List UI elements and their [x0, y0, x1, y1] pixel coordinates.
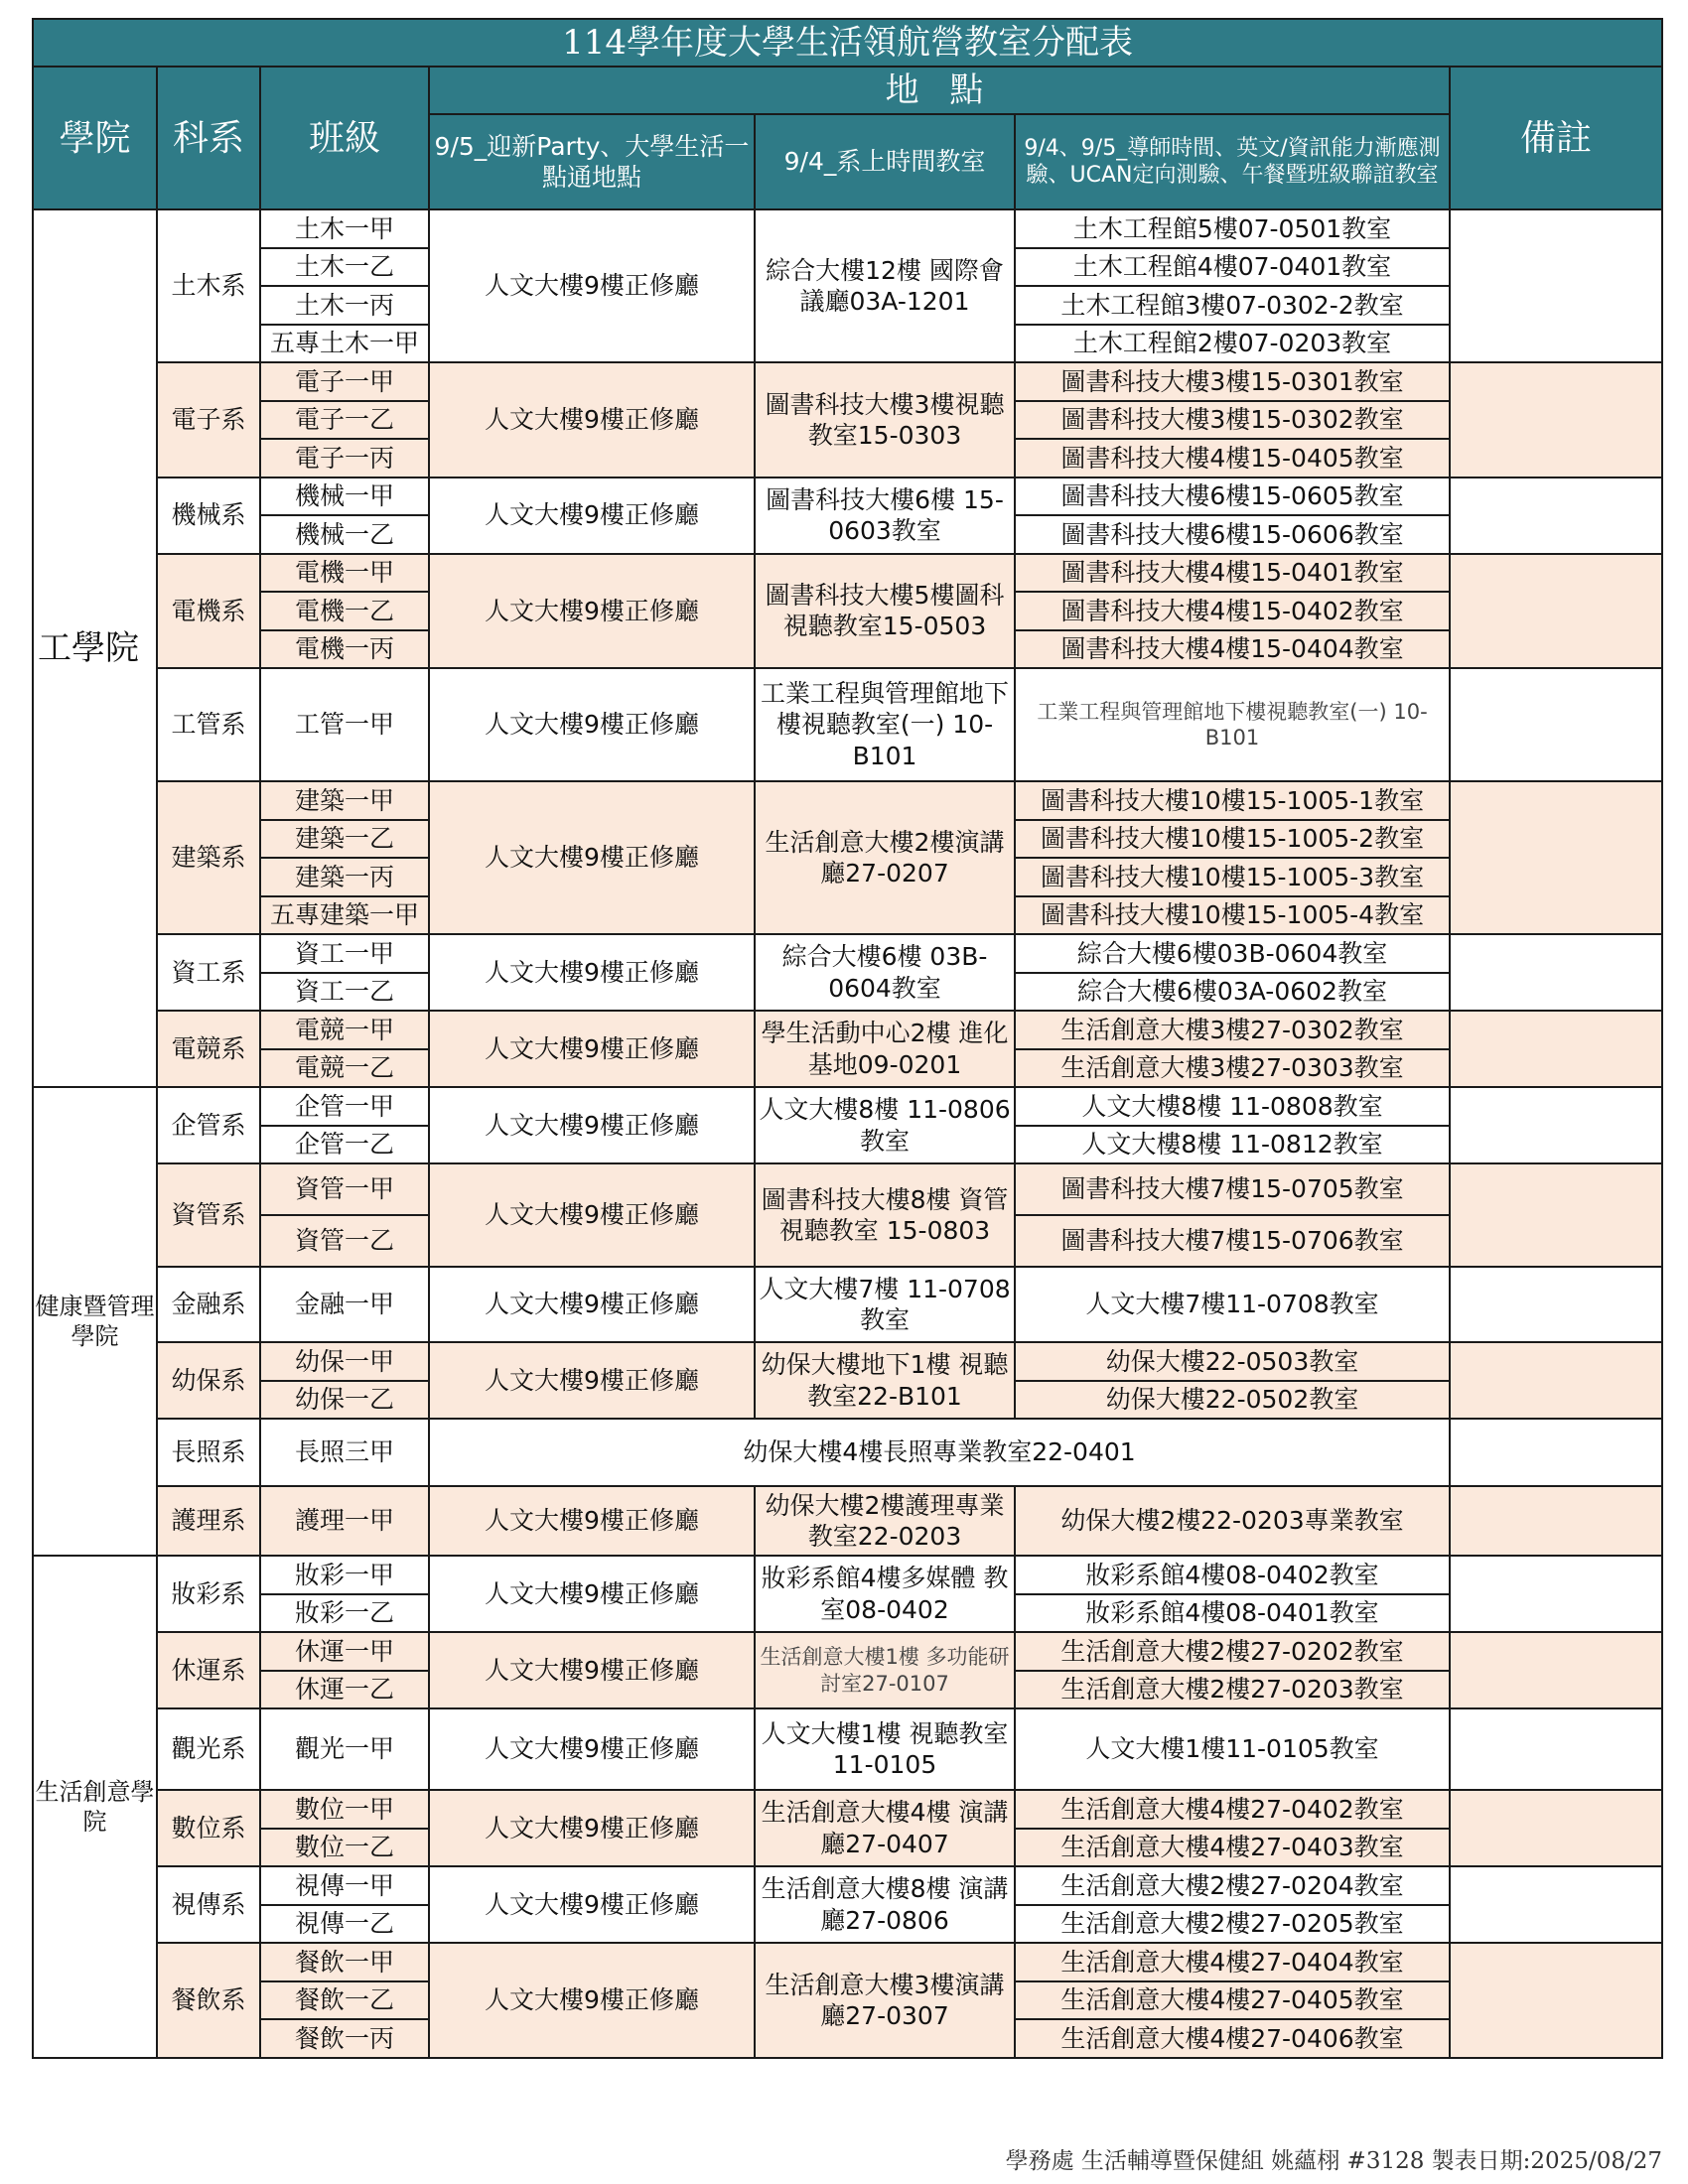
- table-row: [33, 1632, 1662, 1671]
- dept-time-room-cell: 圖書科技大樓8樓 資管視聽教室 15-0803: [755, 1163, 1015, 1267]
- party-location-cell: 人文大樓9樓正修廳: [429, 362, 755, 478]
- dept-cell: 工管系: [157, 668, 260, 781]
- notes-cell: [1450, 1943, 1662, 2058]
- class-cell: 視傳一乙: [260, 1905, 429, 1944]
- notes-cell: [1450, 209, 1662, 362]
- dept-cell: 餐飲系: [157, 1943, 260, 2058]
- party-location-cell: 人文大樓9樓正修廳: [429, 1708, 755, 1790]
- dept-time-room-cell: 學生活動中心2樓 進化基地09-0201: [755, 1011, 1015, 1087]
- allocation-table: [32, 18, 1663, 2059]
- test-room-cell: 生活創意大樓4樓27-0406教室: [1015, 2019, 1450, 2058]
- merged-location-cell: 幼保大樓4樓長照專業教室22-0401: [429, 1419, 1450, 1486]
- class-cell: 土木一甲: [260, 209, 429, 248]
- dept-cell: 機械系: [157, 478, 260, 554]
- college-cell-health: 健康暨管理學院: [33, 1087, 157, 1556]
- notes-cell: [1450, 1267, 1662, 1342]
- dept-cell: 金融系: [157, 1267, 260, 1342]
- notes-cell: [1450, 668, 1662, 781]
- dept-time-room-cell: 圖書科技大樓3樓視聽教室15-0303: [755, 362, 1015, 478]
- dept-time-room-cell: 圖書科技大樓6樓 15-0603教室: [755, 478, 1015, 554]
- table-row: [33, 1556, 1662, 1594]
- dept-time-room-cell: 綜合大樓12樓 國際會議廳03A-1201: [755, 209, 1015, 362]
- notes-cell: [1450, 1790, 1662, 1866]
- party-location-cell: 人文大樓9樓正修廳: [429, 1556, 755, 1632]
- dept-cell: 電競系: [157, 1011, 260, 1087]
- test-room-cell: 幼保大樓22-0503教室: [1015, 1342, 1450, 1381]
- class-cell: 土木一乙: [260, 248, 429, 287]
- party-location-cell: 人文大樓9樓正修廳: [429, 1011, 755, 1087]
- test-room-cell: 工業工程與管理館地下樓視聽教室(一) 10-B101: [1015, 668, 1450, 781]
- table-row: [33, 1708, 1662, 1790]
- class-cell: 建築一丙: [260, 858, 429, 896]
- dept-cell: 土木系: [157, 209, 260, 362]
- party-location-cell: 人文大樓9樓正修廳: [429, 934, 755, 1011]
- table-title: 114學年度大學生活領航營教室分配表: [33, 19, 1662, 67]
- test-room-cell: 生活創意大樓4樓27-0402教室: [1015, 1790, 1450, 1829]
- test-room-cell: 人文大樓8樓 11-0808教室: [1015, 1087, 1450, 1126]
- header-location: 地 點: [429, 67, 1450, 114]
- dept-time-room-cell: 生活創意大樓8樓 演講廳27-0806: [755, 1866, 1015, 1943]
- class-cell: 餐飲一丙: [260, 2019, 429, 2058]
- class-cell: 企管一乙: [260, 1126, 429, 1164]
- dept-cell: 休運系: [157, 1632, 260, 1708]
- table-row: [33, 554, 1662, 593]
- test-room-cell: 土木工程館3樓07-0302-2教室: [1015, 286, 1450, 325]
- class-cell: 幼保一乙: [260, 1381, 429, 1420]
- class-cell: 電競一乙: [260, 1049, 429, 1088]
- class-cell: 數位一甲: [260, 1790, 429, 1829]
- class-cell: 餐飲一甲: [260, 1943, 429, 1981]
- party-location-cell: 人文大樓9樓正修廳: [429, 478, 755, 554]
- test-room-cell: 圖書科技大樓10樓15-1005-3教室: [1015, 858, 1450, 896]
- header-dept: 科系: [157, 67, 260, 209]
- party-location-cell: 人文大樓9樓正修廳: [429, 1486, 755, 1556]
- class-cell: 數位一乙: [260, 1829, 429, 1867]
- class-cell: 土木一丙: [260, 286, 429, 325]
- college-cell-creative: 生活創意學院: [33, 1556, 157, 2058]
- test-room-cell: 圖書科技大樓4樓15-0404教室: [1015, 630, 1450, 669]
- test-room-cell: 生活創意大樓4樓27-0404教室: [1015, 1943, 1450, 1981]
- test-room-cell: 圖書科技大樓4樓15-0401教室: [1015, 554, 1450, 593]
- party-location-cell: 人文大樓9樓正修廳: [429, 1943, 755, 2058]
- class-cell: 資工一乙: [260, 973, 429, 1012]
- table-row: [33, 781, 1662, 820]
- test-room-cell: 人文大樓7樓11-0708教室: [1015, 1267, 1450, 1342]
- notes-cell: [1450, 1556, 1662, 1632]
- dept-cell: 護理系: [157, 1486, 260, 1556]
- dept-cell: 長照系: [157, 1419, 260, 1486]
- test-room-cell: 土木工程館2樓07-0203教室: [1015, 325, 1450, 363]
- party-location-cell: 人文大樓9樓正修廳: [429, 1267, 755, 1342]
- notes-cell: [1450, 934, 1662, 1011]
- dept-time-room-cell: 幼保大樓地下1樓 視聽教室22-B101: [755, 1342, 1015, 1419]
- table-row: [33, 1011, 1662, 1049]
- test-room-cell: 圖書科技大樓7樓15-0705教室: [1015, 1163, 1450, 1215]
- header-notes: 備註: [1450, 67, 1662, 209]
- dept-cell: 妝彩系: [157, 1556, 260, 1632]
- test-room-cell: 生活創意大樓3樓27-0303教室: [1015, 1049, 1450, 1088]
- allocation-sheet: [32, 18, 1661, 2059]
- table-row: [33, 1866, 1662, 1905]
- party-location-cell: 人文大樓9樓正修廳: [429, 668, 755, 781]
- class-cell: 資管一乙: [260, 1215, 429, 1267]
- class-cell: 電子一甲: [260, 362, 429, 401]
- class-cell: 觀光一甲: [260, 1708, 429, 1790]
- test-room-cell: 人文大樓1樓11-0105教室: [1015, 1708, 1450, 1790]
- class-cell: 電子一乙: [260, 401, 429, 440]
- notes-cell: [1450, 1419, 1662, 1486]
- table-row: [33, 1419, 1662, 1486]
- test-room-cell: 妝彩系館4樓08-0402教室: [1015, 1556, 1450, 1594]
- dept-cell: 企管系: [157, 1087, 260, 1163]
- dept-cell: 視傳系: [157, 1866, 260, 1943]
- test-room-cell: 圖書科技大樓10樓15-1005-2教室: [1015, 820, 1450, 859]
- test-room-cell: 生活創意大樓2樓27-0203教室: [1015, 1671, 1450, 1709]
- test-room-cell: 土木工程館4樓07-0401教室: [1015, 248, 1450, 287]
- header-college: 學院: [33, 67, 157, 209]
- party-location-cell: 人文大樓9樓正修廳: [429, 209, 755, 362]
- header-party-location: 9/5_迎新Party、大學生活一點通地點: [429, 114, 755, 209]
- dept-time-room-cell: 生活創意大樓2樓演講廳27-0207: [755, 781, 1015, 934]
- table-row: [33, 1342, 1662, 1381]
- header-test-room: 9/4、9/5_導師時間、英文/資訊能力漸應測驗、UCAN定向測驗、午餐暨班級聯誼教室: [1015, 114, 1450, 209]
- test-room-cell: 幼保大樓2樓22-0203專業教室: [1015, 1486, 1450, 1556]
- test-room-cell: 生活創意大樓4樓27-0403教室: [1015, 1829, 1450, 1867]
- test-room-cell: 圖書科技大樓10樓15-1005-4教室: [1015, 896, 1450, 935]
- party-location-cell: 人文大樓9樓正修廳: [429, 1632, 755, 1708]
- dept-time-room-cell: 人文大樓7樓 11-0708教室: [755, 1267, 1015, 1342]
- test-room-cell: 圖書科技大樓3樓15-0301教室: [1015, 362, 1450, 401]
- dept-time-room-cell: 綜合大樓6樓 03B-0604教室: [755, 934, 1015, 1011]
- notes-cell: [1450, 1708, 1662, 1790]
- test-room-cell: 圖書科技大樓7樓15-0706教室: [1015, 1215, 1450, 1267]
- dept-time-room-cell: 幼保大樓2樓護理專業教室22-0203: [755, 1486, 1015, 1556]
- class-cell: 餐飲一乙: [260, 1981, 429, 2020]
- class-cell: 電子一丙: [260, 439, 429, 478]
- class-cell: 金融一甲: [260, 1267, 429, 1342]
- test-room-cell: 妝彩系館4樓08-0401教室: [1015, 1594, 1450, 1633]
- notes-cell: [1450, 1632, 1662, 1708]
- class-cell: 建築一甲: [260, 781, 429, 820]
- test-room-cell: 生活創意大樓2樓27-0202教室: [1015, 1632, 1450, 1671]
- class-cell: 機械一乙: [260, 515, 429, 554]
- party-location-cell: 人文大樓9樓正修廳: [429, 1866, 755, 1943]
- dept-time-room-cell: 生活創意大樓4樓 演講廳27-0407: [755, 1790, 1015, 1866]
- table-row: [33, 668, 1662, 781]
- notes-cell: [1450, 781, 1662, 934]
- dept-cell: 觀光系: [157, 1708, 260, 1790]
- table-row: [33, 209, 1662, 248]
- table-body: [33, 209, 1662, 2058]
- test-room-cell: 圖書科技大樓6樓15-0606教室: [1015, 515, 1450, 554]
- test-room-cell: 綜合大樓6樓03A-0602教室: [1015, 973, 1450, 1012]
- dept-cell: 幼保系: [157, 1342, 260, 1419]
- header-dept-time-room: 9/4_系上時間教室: [755, 114, 1015, 209]
- class-cell: 護理一甲: [260, 1486, 429, 1556]
- test-room-cell: 人文大樓8樓 11-0812教室: [1015, 1126, 1450, 1164]
- dept-time-room-cell: 生活創意大樓3樓演講廳27-0307: [755, 1943, 1015, 2058]
- dept-time-room-cell: 生活創意大樓1樓 多功能研討室27-0107: [755, 1632, 1015, 1708]
- college-cell-engineering: 工學院: [33, 209, 157, 1087]
- table-row: [33, 1790, 1662, 1829]
- test-room-cell: 生活創意大樓4樓27-0405教室: [1015, 1981, 1450, 2020]
- table-row: [33, 1087, 1662, 1126]
- footer-note: 學務處 生活輔導暨保健組 姚蘊栩 #3128 製表日期:2025/08/27: [1005, 2148, 1662, 2174]
- dept-time-room-cell: 人文大樓8樓 11-0806教室: [755, 1087, 1015, 1163]
- notes-cell: [1450, 1866, 1662, 1943]
- test-room-cell: 土木工程館5樓07-0501教室: [1015, 209, 1450, 248]
- class-cell: 電競一甲: [260, 1011, 429, 1049]
- test-room-cell: 圖書科技大樓4樓15-0405教室: [1015, 439, 1450, 478]
- table-row: [33, 1943, 1662, 1981]
- class-cell: 長照三甲: [260, 1419, 429, 1486]
- table-row: [33, 1267, 1662, 1342]
- class-cell: 妝彩一乙: [260, 1594, 429, 1633]
- test-room-cell: 生活創意大樓3樓27-0302教室: [1015, 1011, 1450, 1049]
- test-room-cell: 圖書科技大樓4樓15-0402教室: [1015, 592, 1450, 630]
- class-cell: 電機一甲: [260, 554, 429, 593]
- class-cell: 電機一乙: [260, 592, 429, 630]
- dept-cell: 資工系: [157, 934, 260, 1011]
- test-room-cell: 圖書科技大樓10樓15-1005-1教室: [1015, 781, 1450, 820]
- class-cell: 建築一乙: [260, 820, 429, 859]
- dept-cell: 電子系: [157, 362, 260, 478]
- party-location-cell: 人文大樓9樓正修廳: [429, 1087, 755, 1163]
- notes-cell: [1450, 1486, 1662, 1556]
- dept-cell: 電機系: [157, 554, 260, 669]
- test-room-cell: 綜合大樓6樓03B-0604教室: [1015, 934, 1450, 973]
- class-cell: 休運一甲: [260, 1632, 429, 1671]
- class-cell: 幼保一甲: [260, 1342, 429, 1381]
- party-location-cell: 人文大樓9樓正修廳: [429, 781, 755, 934]
- party-location-cell: 人文大樓9樓正修廳: [429, 1790, 755, 1866]
- table-row: [33, 1486, 1662, 1556]
- class-cell: 休運一乙: [260, 1671, 429, 1709]
- notes-cell: [1450, 554, 1662, 669]
- notes-cell: [1450, 1011, 1662, 1087]
- class-cell: 機械一甲: [260, 478, 429, 516]
- party-location-cell: 人文大樓9樓正修廳: [429, 1342, 755, 1419]
- dept-time-room-cell: 工業工程與管理館地下樓視聽教室(一) 10-B101: [755, 668, 1015, 781]
- class-cell: 視傳一甲: [260, 1866, 429, 1905]
- test-room-cell: 圖書科技大樓6樓15-0605教室: [1015, 478, 1450, 516]
- dept-cell: 資管系: [157, 1163, 260, 1267]
- header-class: 班級: [260, 67, 429, 209]
- table-row: [33, 478, 1662, 516]
- table-row: [33, 362, 1662, 401]
- table-row: [33, 934, 1662, 973]
- dept-cell: 數位系: [157, 1790, 260, 1866]
- notes-cell: [1450, 1163, 1662, 1267]
- dept-time-room-cell: 人文大樓1樓 視聽教室11-0105: [755, 1708, 1015, 1790]
- dept-cell: 建築系: [157, 781, 260, 934]
- class-cell: 企管一甲: [260, 1087, 429, 1126]
- dept-time-room-cell: 圖書科技大樓5樓圖科視聽教室15-0503: [755, 554, 1015, 669]
- notes-cell: [1450, 1342, 1662, 1419]
- table-row: [33, 1163, 1662, 1215]
- notes-cell: [1450, 1087, 1662, 1163]
- class-cell: 五專建築一甲: [260, 896, 429, 935]
- class-cell: 工管一甲: [260, 668, 429, 781]
- class-cell: 妝彩一甲: [260, 1556, 429, 1594]
- class-cell: 電機一丙: [260, 630, 429, 669]
- test-room-cell: 圖書科技大樓3樓15-0302教室: [1015, 401, 1450, 440]
- class-cell: 資管一甲: [260, 1163, 429, 1215]
- dept-time-room-cell: 妝彩系館4樓多媒體 教室08-0402: [755, 1556, 1015, 1632]
- party-location-cell: 人文大樓9樓正修廳: [429, 1163, 755, 1267]
- notes-cell: [1450, 362, 1662, 478]
- notes-cell: [1450, 478, 1662, 554]
- test-room-cell: 幼保大樓22-0502教室: [1015, 1381, 1450, 1420]
- party-location-cell: 人文大樓9樓正修廳: [429, 554, 755, 669]
- test-room-cell: 生活創意大樓2樓27-0205教室: [1015, 1905, 1450, 1944]
- test-room-cell: 生活創意大樓2樓27-0204教室: [1015, 1866, 1450, 1905]
- class-cell: 資工一甲: [260, 934, 429, 973]
- class-cell: 五專土木一甲: [260, 325, 429, 363]
